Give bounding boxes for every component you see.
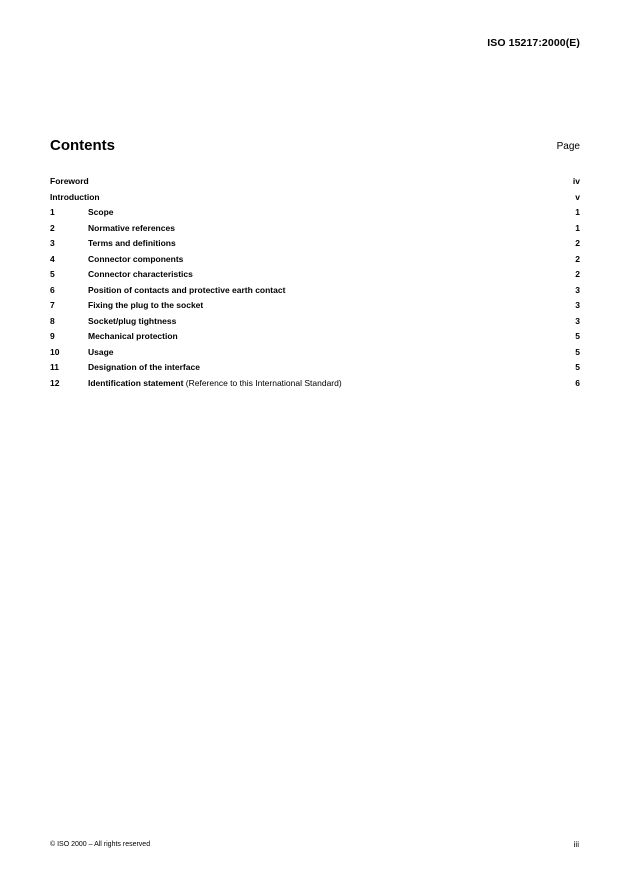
page-column-label: Page [556,141,580,152]
toc-entry-number: 6 [50,284,55,295]
toc-entry-position-of-contacts[interactable] [50,283,580,299]
toc-entry-page: 2 [575,269,580,279]
toc-entry-page: iv [572,176,580,186]
toc-entry-number: 2 [50,222,55,233]
toc-entry-title: Normative references [88,222,175,233]
toc-entry-title: Connector components [88,253,184,264]
dot-leader [177,313,574,322]
toc-entry-page: 3 [575,284,580,295]
toc-entry-socket-plug-tightness[interactable] [50,314,580,330]
dot-leader [184,251,574,260]
toc-entry-number: 4 [50,253,55,264]
toc-entry-number: 1 [50,207,55,217]
toc-entry-number: 9 [50,331,55,341]
toc-entry-page: 2 [575,238,580,248]
dot-leader [115,344,575,353]
dot-leader [343,375,575,384]
toc-entry-fixing-the-plug[interactable] [50,298,580,314]
toc-entry-page: 5 [575,331,580,341]
toc-entry-number: 3 [50,238,55,248]
toc-entry-title: Fixing the plug to the socket [88,300,204,310]
toc-entry-number: 8 [50,315,55,326]
toc-entry-page: 3 [575,315,580,326]
toc-entry-title: Socket/plug tightness [88,315,177,326]
toc-entry-title: Usage [88,346,114,357]
copyright-notice: © ISO 2000 – All rights reserved [50,841,151,848]
toc-entry-usage[interactable] [50,345,580,361]
dot-leader [286,282,574,291]
dot-leader [201,359,574,368]
toc-entry-number: 12 [50,377,60,388]
toc-entry-foreword[interactable] [50,174,580,190]
toc-entry-title: Introduction [50,191,100,202]
dot-leader [115,204,575,213]
toc-entry-title: Mechanical protection [88,331,178,341]
toc-entry-terms-and-definitions[interactable] [50,236,580,252]
toc-entry-page: 1 [575,222,580,233]
toc-entry-number: 10 [50,346,60,357]
toc-entry-page: 5 [575,346,580,357]
toc-entry-mechanical-protection[interactable] [50,329,580,345]
toc-entry-scope[interactable] [50,205,580,221]
toc-entry-page: 3 [575,300,580,310]
toc-entry-number: 5 [50,269,55,279]
dot-leader [176,220,574,229]
toc-entry-page: 2 [575,253,580,264]
toc-entry-page: 1 [575,207,580,217]
dot-leader [179,328,575,337]
table-of-contents [50,174,580,391]
dot-leader [177,235,575,244]
toc-entry-title: Designation of the interface [88,362,200,372]
toc-entry-number: 11 [50,362,59,372]
toc-entry-title-suffix: (Reference to this International Standard) [183,377,342,388]
toc-entry-number: 7 [50,300,55,310]
dot-leader [90,173,572,182]
toc-entry-connector-characteristics[interactable] [50,267,580,283]
document-reference: ISO 15217:2000(E) [487,37,580,49]
toc-entry-title-bold: Identification statement [88,377,184,388]
toc-entry-title [88,376,342,392]
toc-entry-page: 5 [575,362,580,372]
toc-entry-introduction[interactable] [50,190,580,206]
toc-entry-title: Connector characteristics [88,269,193,279]
toc-entry-title: Foreword [50,176,89,186]
toc-entry-page: 6 [575,377,580,388]
toc-entry-title: Terms and definitions [88,238,176,248]
dot-leader [101,189,575,198]
toc-entry-title: Scope [88,207,114,217]
dot-leader [204,297,574,306]
dot-leader [194,266,574,275]
toc-entry-designation-of-interface[interactable] [50,360,580,376]
toc-entry-title: Position of contacts and protective earth contact [88,284,286,295]
page-number: iii [573,840,579,849]
toc-entry-identification-statement[interactable] [50,376,580,392]
toc-entry-connector-components[interactable] [50,252,580,268]
toc-entry-normative-references[interactable] [50,221,580,237]
contents-heading: Contents [50,137,115,154]
toc-entry-page: v [575,191,580,202]
